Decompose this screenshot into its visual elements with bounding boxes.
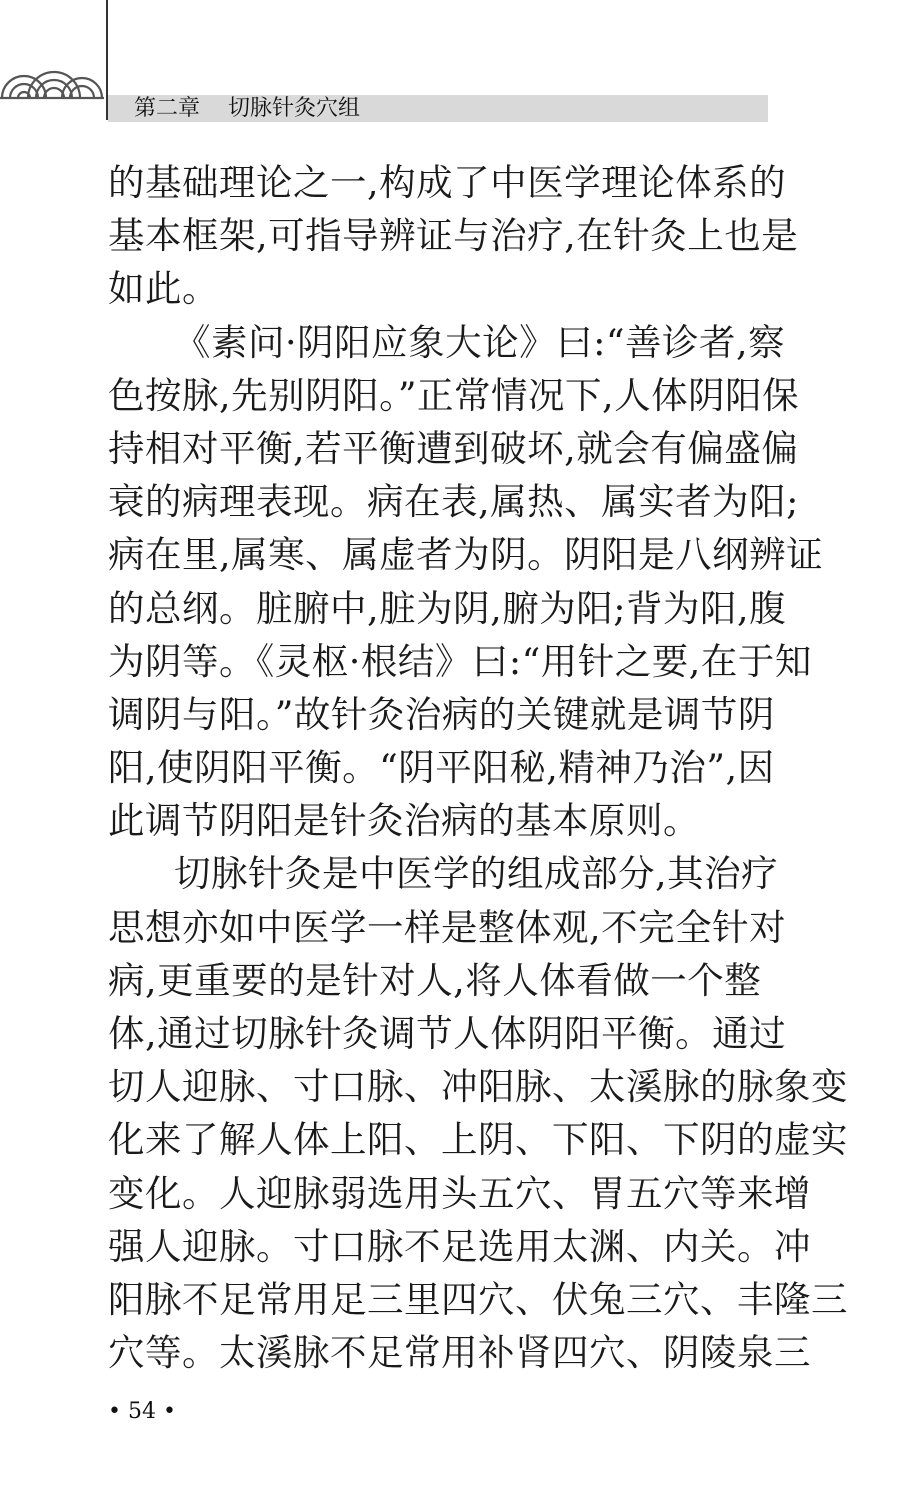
text-line [108,422,799,475]
page-number: • 54 • [108,1399,176,1424]
text-line-content: 阳,使阴阳平衡。“阴平阳秘,精神乃治”,因 [108,746,775,790]
text-line [108,1167,811,1220]
text-line [108,847,779,900]
text-line-content: 阳脉不足常用足三里四穴、伏兔三穴、丰隆三 [108,1277,848,1321]
text-line-content: 调阴与阳。”故针灸治病的关键就是调节阴 [108,692,775,736]
text-line [108,1007,787,1060]
text-line [108,688,775,741]
text-line [108,156,787,209]
text-line-content: 思想亦如中医学一样是整体观,不完全针对 [108,905,787,949]
paragraph [108,847,848,1379]
text-line-content: 此调节阴阳是针灸治病的基本原则。 [108,799,700,843]
text-line-content: 切脉针灸是中医学的组成部分,其治疗 [174,852,779,896]
cloud-ornament-icon [0,52,104,100]
text-line [108,582,787,635]
text-line-content: 衰的病理表现。病在表,属热、属实者为阳; [108,480,799,524]
text-line-content: 基本框架,可指导辨证与治疗,在针灸上也是 [108,214,799,258]
text-line-content: 强人迎脉。寸口脉不足选用太渊、内关。冲 [108,1224,811,1268]
text-line-content: 为阴等。《灵枢·根结》曰:“用针之要,在于知 [108,639,812,683]
text-line [108,635,812,688]
text-line-content: 如此。 [108,267,219,311]
text-line-content: 病在里,属寒、属虚者为阴。阴阳是八纲辨证 [108,533,824,577]
text-line-content: 病,更重要的是针对人,将人体看做一个整 [108,958,762,1002]
text-line [108,475,799,528]
text-line [108,1060,848,1113]
text-line-content: 《素问·阴阳应象大论》曰:“善诊者,察 [174,320,786,364]
paragraph [108,316,824,848]
text-line [108,1220,811,1273]
text-line-content: 的总纲。脏腑中,脏为阴,腑为阳;背为阳,腹 [108,586,787,630]
text-line-content: 持相对平衡,若平衡遭到破坏,就会有偏盛偏 [108,426,799,470]
text-line [108,369,800,422]
text-line [108,1113,848,1166]
chapter-number: 第二章 [134,96,201,121]
text-line-content: 切人迎脉、寸口脉、冲阳脉、太溪脉的脉象变 [108,1065,848,1109]
text-line [108,954,772,1007]
text-line [108,901,787,954]
body-text [108,156,848,1379]
text-line [108,209,799,262]
text-line-content: 化来了解人体上阳、上阴、下阳、下阴的虚实 [108,1118,848,1162]
text-line [108,262,772,315]
text-line-content: 的基础理论之一,构成了中医学理论体系的 [108,161,787,204]
text-line-content: 色按脉,先别阴阳。”正常情况下,人体阴阳保 [108,373,800,417]
text-line [108,316,786,369]
text-line [108,528,824,581]
chapter-heading [134,95,360,122]
text-line [108,794,772,847]
paragraph [108,156,799,316]
text-line-content: 变化。人迎脉弱选用头五穴、胃五穴等来增 [108,1171,811,1215]
text-line [108,1273,848,1326]
text-line-content: 体,通过切脉针灸调节人体阴阳平衡。通过 [108,1012,787,1055]
text-line [108,741,775,794]
text-line-content: 穴等。太溪脉不足常用补肾四穴、阴陵泉三 [108,1331,811,1375]
chapter-section-title: 切脉针灸穴组 [228,96,361,121]
text-line [108,1326,811,1379]
